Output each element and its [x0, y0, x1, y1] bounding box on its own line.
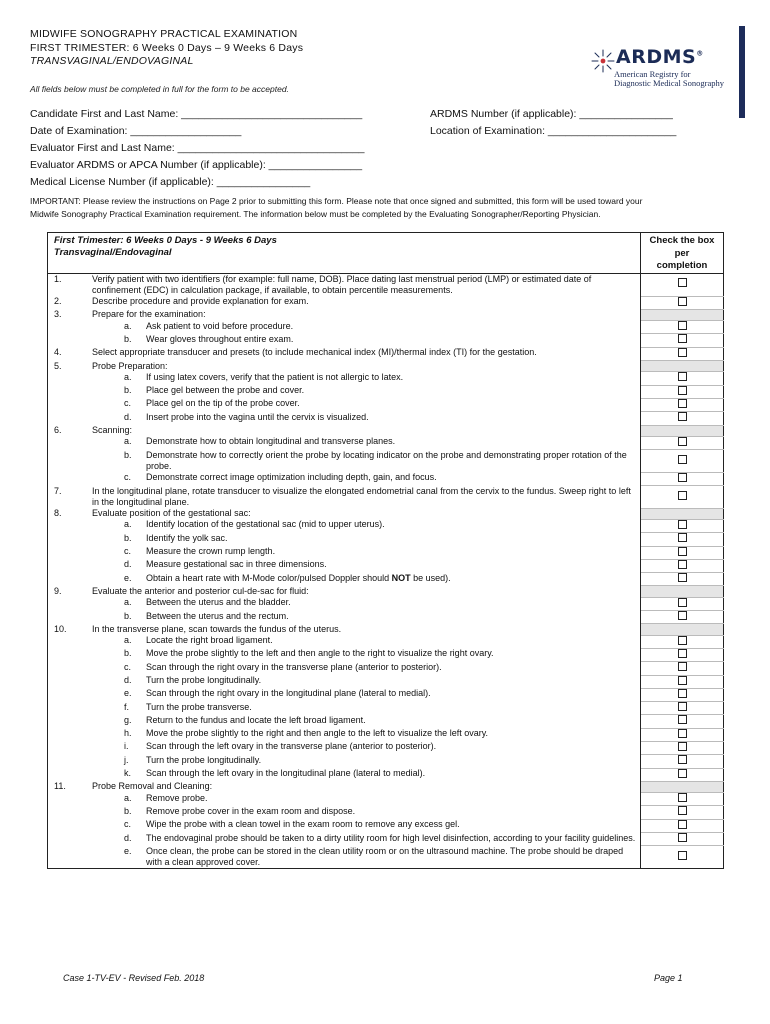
- completion-checkbox-cell[interactable]: [641, 755, 724, 768]
- step-text: Move the probe slightly to the right and then angle to the left to visualize the left ovary.: [146, 728, 489, 739]
- checklist-substep-row: [48, 472, 724, 485]
- step-number: [48, 546, 87, 559]
- shaded-cell: [641, 361, 724, 372]
- step-number: 10.: [54, 623, 67, 634]
- step-number: 3.: [54, 309, 62, 320]
- completion-checkbox-cell[interactable]: [641, 597, 724, 610]
- step-number: [48, 385, 87, 398]
- step-text: Demonstrate correct image optimization including depth, gain, and focus.: [146, 472, 437, 483]
- completion-checkbox-cell[interactable]: [641, 675, 724, 688]
- step-number: [48, 519, 87, 532]
- completion-checkbox-cell[interactable]: [641, 573, 724, 586]
- checklist-step-row: [48, 361, 724, 372]
- form-subtitle: FIRST TRIMESTER: 6 Weeks 0 Days – 9 Weeks 6 Days: [30, 41, 304, 54]
- step-text: Once clean, the probe can be stored in the clean utility room or on the ultrasound machine. The probe should be draped with a clean approved cover.: [146, 845, 624, 868]
- completion-checkbox[interactable]: [678, 636, 687, 645]
- step-text: Wipe the probe with a clean towel in the exam room to remove any excess gel.: [146, 819, 460, 830]
- substep-letter: b.: [124, 333, 132, 344]
- checklist-substep-row: [48, 321, 724, 334]
- step-number: 9.: [54, 585, 62, 596]
- step-number: [48, 533, 87, 546]
- step-text: Remove probe cover in the exam room and dispose.: [146, 805, 356, 816]
- substep-letter: e.: [124, 688, 132, 699]
- step-number: 6.: [54, 425, 62, 436]
- substep-letter: c.: [124, 398, 132, 409]
- step-text: Return to the fundus and locate the left broad ligament.: [146, 714, 366, 725]
- completion-checkbox-cell[interactable]: [641, 833, 724, 846]
- step-text: Turn the probe longitudinally.: [146, 675, 262, 685]
- step-number: [48, 635, 87, 648]
- step-number: [48, 436, 87, 449]
- ardms-wordmark: ARDMS®: [616, 46, 704, 68]
- checklist-substep-row: [48, 334, 724, 347]
- step-number: [48, 741, 87, 754]
- completion-checkbox[interactable]: [678, 598, 687, 607]
- step-text: Scan through the right ovary in the longitudinal plane (lateral to medial).: [146, 688, 431, 699]
- step-text: Scanning:: [92, 425, 133, 436]
- completion-checkbox-cell[interactable]: [641, 412, 724, 425]
- checklist-step-row: [48, 309, 724, 320]
- evaluator-name-field[interactable]: Evaluator First and Last Name: ________________________________: [30, 142, 365, 154]
- checklist-substep-row: [48, 611, 724, 624]
- substep-letter: d.: [124, 832, 132, 843]
- footer-page-number: Page 1: [654, 973, 683, 983]
- checklist-substep-row: [48, 755, 724, 768]
- step-text: Wear gloves throughout entire exam.: [146, 333, 294, 344]
- evaluator-number-field[interactable]: Evaluator ARDMS or APCA Number (if applicable): ________________: [30, 159, 363, 171]
- step-number: [48, 412, 87, 425]
- checklist-step-row: [48, 508, 724, 519]
- substep-letter: c.: [124, 819, 132, 830]
- completion-checkbox-cell[interactable]: [641, 648, 724, 661]
- checklist-substep-row: [48, 741, 724, 754]
- ardms-number-field[interactable]: ARDMS Number (if applicable): ________________: [430, 108, 673, 120]
- checklist-substep-row: [48, 819, 724, 832]
- step-text: Ask patient to void before procedure.: [146, 320, 294, 331]
- completion-checkbox[interactable]: [678, 372, 687, 381]
- step-number: [48, 472, 87, 485]
- checklist-substep-row: [48, 597, 724, 610]
- step-number: [48, 321, 87, 334]
- completion-checkbox[interactable]: [678, 573, 687, 582]
- step-number: [48, 398, 87, 411]
- step-text: Move the probe slightly to the left and then angle to the right to visualize the right ovary.: [146, 648, 494, 659]
- checklist-substep-row: [48, 533, 724, 546]
- completion-checkbox[interactable]: [678, 662, 687, 671]
- completion-note: All fields below must be completed in full for the form to be accepted.: [30, 84, 289, 94]
- step-text: Locate the right broad ligament.: [146, 635, 273, 646]
- completion-checkbox[interactable]: [678, 297, 687, 306]
- step-number: [48, 806, 87, 819]
- checklist-substep-row: [48, 846, 724, 869]
- completion-checkbox-cell[interactable]: [641, 728, 724, 741]
- substep-letter: b.: [124, 385, 132, 396]
- substep-letter: a.: [124, 597, 132, 608]
- checklist-substep-row: [48, 806, 724, 819]
- step-number: [48, 611, 87, 624]
- step-text: Probe Removal and Cleaning:: [92, 781, 213, 792]
- step-text: Demonstrate how to obtain longitudinal and transverse planes.: [146, 436, 396, 447]
- step-number: [48, 662, 87, 675]
- completion-checkbox-cell[interactable]: [641, 546, 724, 559]
- step-text: Between the uterus and the bladder.: [146, 597, 291, 608]
- completion-checkbox[interactable]: [678, 386, 687, 395]
- step-text: Scan through the right ovary in the transverse plane (anterior to posterior).: [146, 661, 442, 672]
- substep-letter: c.: [124, 661, 132, 672]
- step-text: Turn the probe longitudinally.: [146, 754, 262, 765]
- completion-checkbox[interactable]: [678, 755, 687, 764]
- step-number: [48, 702, 87, 715]
- step-text: Select appropriate transducer and presets (to include mechanical index (MI)/thermal index (TI) for the gestation.: [92, 347, 537, 358]
- step-number: [48, 450, 87, 473]
- completion-checkbox[interactable]: [678, 560, 687, 569]
- completion-checkbox[interactable]: [678, 649, 687, 658]
- step-text: Identify the yolk sac.: [146, 532, 228, 543]
- checklist-step-row: [48, 425, 724, 436]
- checklist-substep-row: [48, 635, 724, 648]
- checklist-step-row: [48, 296, 724, 309]
- important-notice: IMPORTANT: Please review the instructions on Page 2 prior to submitting this form. Please note that once signed and submitted, this form will be used toward your Midwife Sonography Practical Examination requirement. The information below must be completed by the Evaluating Sonographer/Reporting Physician.: [30, 196, 643, 219]
- ardms-full-name: American Registry for Diagnostic Medical Sonography: [614, 69, 725, 88]
- checklist-step-row: [48, 273, 724, 296]
- substep-letter: f.: [124, 701, 130, 712]
- checklist-substep-row: [48, 768, 724, 781]
- step-number: [48, 334, 87, 347]
- candidate-name-field[interactable]: Candidate First and Last Name: _______________________________: [30, 108, 363, 120]
- step-text: Evaluate position of the gestational sac:: [92, 508, 251, 519]
- step-number: [48, 728, 87, 741]
- checklist-substep-row: [48, 573, 724, 586]
- step-text: If using latex covers, verify that the patient is not allergic to latex.: [146, 371, 404, 382]
- step-number: 8.: [54, 508, 62, 519]
- completion-checkbox[interactable]: [678, 611, 687, 620]
- completion-checkbox-cell[interactable]: [641, 436, 724, 449]
- completion-checkbox-cell[interactable]: [641, 688, 724, 701]
- shaded-cell: [641, 425, 724, 436]
- step-text: Place gel between the probe and cover.: [146, 385, 305, 396]
- substep-letter: a.: [124, 436, 132, 447]
- checklist-substep-row: [48, 688, 724, 701]
- checklist-substep-row: [48, 450, 724, 473]
- completion-checkbox[interactable]: [678, 793, 687, 802]
- completion-checkbox[interactable]: [678, 742, 687, 751]
- completion-checkbox[interactable]: [678, 676, 687, 685]
- substep-letter: g.: [124, 714, 132, 725]
- checklist-title: First Trimester: 6 Weeks 0 Days - 9 Weeks 6 Days Transvaginal/Endovaginal: [48, 233, 641, 274]
- completion-checkbox[interactable]: [678, 715, 687, 724]
- license-number-field[interactable]: Medical License Number (if applicable): ________________: [30, 176, 311, 188]
- substep-letter: a.: [124, 320, 132, 331]
- substep-letter: b.: [124, 648, 132, 659]
- step-text: In the longitudinal plane, rotate transducer to visualize the elongated endometrial canal from the cervix to the fundus. Sweep right to left in the longitudinal plane.: [92, 485, 631, 507]
- completion-checkbox-cell[interactable]: [641, 450, 724, 473]
- step-text: Demonstrate how to correctly orient the probe by locating indicator on the probe and demonstrating proper rotation of the probe.: [146, 449, 627, 471]
- step-text: Obtain a heart rate with M-Mode color/pulsed Doppler should NOT be used).: [146, 572, 451, 583]
- step-text: Describe procedure and provide explanation for exam.: [92, 296, 309, 307]
- step-text: In the transverse plane, scan towards the fundus of the uterus.: [92, 623, 342, 634]
- step-number: [48, 559, 87, 572]
- substep-letter: d.: [124, 411, 132, 422]
- checklist-substep-row: [48, 519, 724, 532]
- ardms-star-icon: [590, 48, 616, 74]
- step-number: 5.: [54, 360, 62, 371]
- completion-checkbox-cell[interactable]: [641, 385, 724, 398]
- completion-checkbox[interactable]: [678, 348, 687, 357]
- shaded-cell: [641, 586, 724, 597]
- step-number: [48, 755, 87, 768]
- footer-revision: Case 1-TV-EV - Revised Feb. 2018: [63, 973, 205, 983]
- step-text: Turn the probe transverse.: [146, 701, 252, 712]
- shaded-cell: [641, 309, 724, 320]
- step-number: [48, 793, 87, 806]
- form-title-block: [30, 28, 303, 69]
- completion-checkbox-cell[interactable]: [641, 296, 724, 309]
- completion-checkbox-cell[interactable]: [641, 741, 724, 754]
- completion-checkbox[interactable]: [678, 533, 687, 542]
- checklist-substep-row: [48, 372, 724, 385]
- step-number: 4.: [54, 347, 62, 358]
- completion-checkbox[interactable]: [678, 820, 687, 829]
- step-number: 11.: [54, 781, 66, 792]
- substep-letter: k.: [124, 768, 132, 779]
- step-number: [48, 768, 87, 781]
- form-title: MIDWIFE SONOGRAPHY PRACTICAL EXAMINATION: [30, 28, 298, 40]
- step-number: [48, 819, 87, 832]
- substep-letter: e.: [124, 845, 132, 856]
- completion-checkbox-cell[interactable]: [641, 662, 724, 675]
- step-text: Verify patient with two identifiers (for example: full name, DOB). Place dating last menstrual period (LMP) or estimated date of confinement (EDC) in calculation package, if available, to obtain percentile measurements.: [92, 273, 592, 295]
- completion-checkbox-cell[interactable]: [641, 533, 724, 546]
- step-number: 7.: [54, 485, 62, 496]
- substep-letter: i.: [124, 741, 129, 752]
- step-text: Identify location of the gestational sac (mid to upper uterus).: [146, 519, 385, 530]
- step-text: Probe Preparation:: [92, 360, 168, 371]
- completion-checkbox-cell[interactable]: [641, 819, 724, 832]
- exam-location-field[interactable]: Location of Examination: ______________________: [430, 125, 677, 137]
- completion-checkbox[interactable]: [678, 547, 687, 556]
- substep-letter: b.: [124, 532, 132, 543]
- completion-checkbox[interactable]: [678, 412, 687, 421]
- step-text: Remove probe.: [146, 792, 208, 803]
- checklist-substep-row: [48, 648, 724, 661]
- checklist-substep-row: [48, 715, 724, 728]
- completion-checkbox[interactable]: [678, 702, 687, 711]
- step-text: Evaluate the anterior and posterior cul-de-sac for fluid:: [92, 585, 309, 596]
- step-number: [48, 372, 87, 385]
- step-number: [48, 715, 87, 728]
- checklist-substep-row: [48, 436, 724, 449]
- step-text: Measure the crown rump length.: [146, 546, 276, 557]
- completion-checkbox[interactable]: [678, 806, 687, 815]
- substep-letter: a.: [124, 635, 132, 646]
- substep-letter: a.: [124, 371, 132, 382]
- step-number: [48, 833, 87, 846]
- completion-checkbox-cell[interactable]: [641, 519, 724, 532]
- checklist-substep-row: [48, 385, 724, 398]
- completion-checkbox-cell[interactable]: [641, 611, 724, 624]
- completion-checkbox-cell[interactable]: [641, 559, 724, 572]
- completion-checkbox[interactable]: [678, 473, 687, 482]
- shaded-cell: [641, 781, 724, 792]
- completion-checkbox-cell[interactable]: [641, 334, 724, 347]
- completion-checkbox-cell[interactable]: [641, 793, 724, 806]
- completion-checkbox-cell[interactable]: [641, 768, 724, 781]
- completion-checkbox[interactable]: [678, 689, 687, 698]
- checklist-substep-row: [48, 728, 724, 741]
- completion-checkbox-cell[interactable]: [641, 321, 724, 334]
- substep-letter: a.: [124, 519, 132, 530]
- checklist-substep-row: [48, 702, 724, 715]
- substep-letter: a.: [124, 792, 132, 803]
- checklist-substep-row: [48, 662, 724, 675]
- completion-checkbox-cell[interactable]: [641, 846, 724, 869]
- checklist-step-row: [48, 486, 724, 509]
- completion-checkbox[interactable]: [678, 334, 687, 343]
- edge-accent-bar: [739, 26, 745, 118]
- step-number: [48, 688, 87, 701]
- substep-letter: j.: [124, 754, 129, 765]
- step-text: The endovaginal probe should be taken to a dirty utility room for high level disinfection, according to your facility guidelines.: [146, 832, 636, 843]
- substep-letter: h.: [124, 728, 132, 739]
- shaded-cell: [641, 624, 724, 635]
- checklist-header-row: [48, 233, 724, 274]
- form-subtitle-approach: TRANSVAGINAL/ENDOVAGINAL: [30, 55, 194, 67]
- step-number: [48, 648, 87, 661]
- completion-checkbox[interactable]: [678, 729, 687, 738]
- completion-checkbox-cell[interactable]: [641, 702, 724, 715]
- substep-letter: b.: [124, 610, 132, 621]
- checklist-substep-row: [48, 675, 724, 688]
- step-text: Measure gestational sac in three dimensions.: [146, 559, 327, 570]
- check-column-header: Check the box per completion: [641, 233, 724, 274]
- step-text: Between the uterus and the rectum.: [146, 610, 289, 621]
- step-number: 1.: [54, 273, 62, 284]
- completion-checkbox-cell[interactable]: [641, 372, 724, 385]
- checklist-table: [47, 232, 724, 869]
- completion-checkbox-cell[interactable]: [641, 472, 724, 485]
- checklist-substep-row: [48, 412, 724, 425]
- checklist-substep-row: [48, 559, 724, 572]
- step-number: [48, 573, 87, 586]
- substep-letter: e.: [124, 572, 132, 583]
- step-number: [48, 846, 87, 869]
- substep-letter: c.: [124, 546, 132, 557]
- completion-checkbox[interactable]: [678, 455, 687, 464]
- checklist-substep-row: [48, 833, 724, 846]
- checklist-substep-row: [48, 793, 724, 806]
- completion-checkbox[interactable]: [678, 321, 687, 330]
- completion-checkbox-cell[interactable]: [641, 398, 724, 411]
- completion-checkbox[interactable]: [678, 851, 687, 860]
- checklist-step-row: [48, 781, 724, 792]
- completion-checkbox-cell[interactable]: [641, 715, 724, 728]
- checklist-substep-row: [48, 546, 724, 559]
- step-text: Insert probe into the vagina until the cervix is visualized.: [146, 411, 369, 422]
- checklist-step-row: [48, 347, 724, 360]
- substep-letter: b.: [124, 805, 132, 816]
- exam-date-field[interactable]: Date of Examination: ___________________: [30, 125, 242, 137]
- completion-checkbox[interactable]: [678, 833, 687, 842]
- step-text: Place gel on the tip of the probe cover.: [146, 398, 300, 409]
- substep-letter: d.: [124, 559, 132, 570]
- completion-checkbox[interactable]: [678, 520, 687, 529]
- completion-checkbox-cell[interactable]: [641, 806, 724, 819]
- substep-letter: c.: [124, 472, 132, 483]
- step-number: [48, 597, 87, 610]
- completion-checkbox[interactable]: [678, 399, 687, 408]
- completion-checkbox-cell[interactable]: [641, 273, 724, 296]
- completion-checkbox[interactable]: [678, 769, 687, 778]
- shaded-cell: [641, 508, 724, 519]
- substep-letter: b.: [124, 449, 132, 460]
- checklist-step-row: [48, 586, 724, 597]
- completion-checkbox[interactable]: [678, 491, 687, 500]
- completion-checkbox[interactable]: [678, 278, 687, 287]
- checklist-substep-row: [48, 398, 724, 411]
- completion-checkbox[interactable]: [678, 437, 687, 446]
- completion-checkbox-cell[interactable]: [641, 486, 724, 509]
- step-number: 2.: [54, 296, 62, 307]
- completion-checkbox-cell[interactable]: [641, 347, 724, 360]
- ardms-logo: [586, 46, 746, 96]
- step-text: Scan through the left ovary in the transverse plane (anterior to posterior).: [146, 741, 437, 752]
- step-number: [48, 675, 87, 688]
- checklist-step-row: [48, 624, 724, 635]
- step-text: Scan through the left ovary in the longitudinal plane (lateral to medial).: [146, 768, 426, 779]
- step-text: Prepare for the examination:: [92, 309, 206, 320]
- completion-checkbox-cell[interactable]: [641, 635, 724, 648]
- substep-letter: d.: [124, 675, 132, 685]
